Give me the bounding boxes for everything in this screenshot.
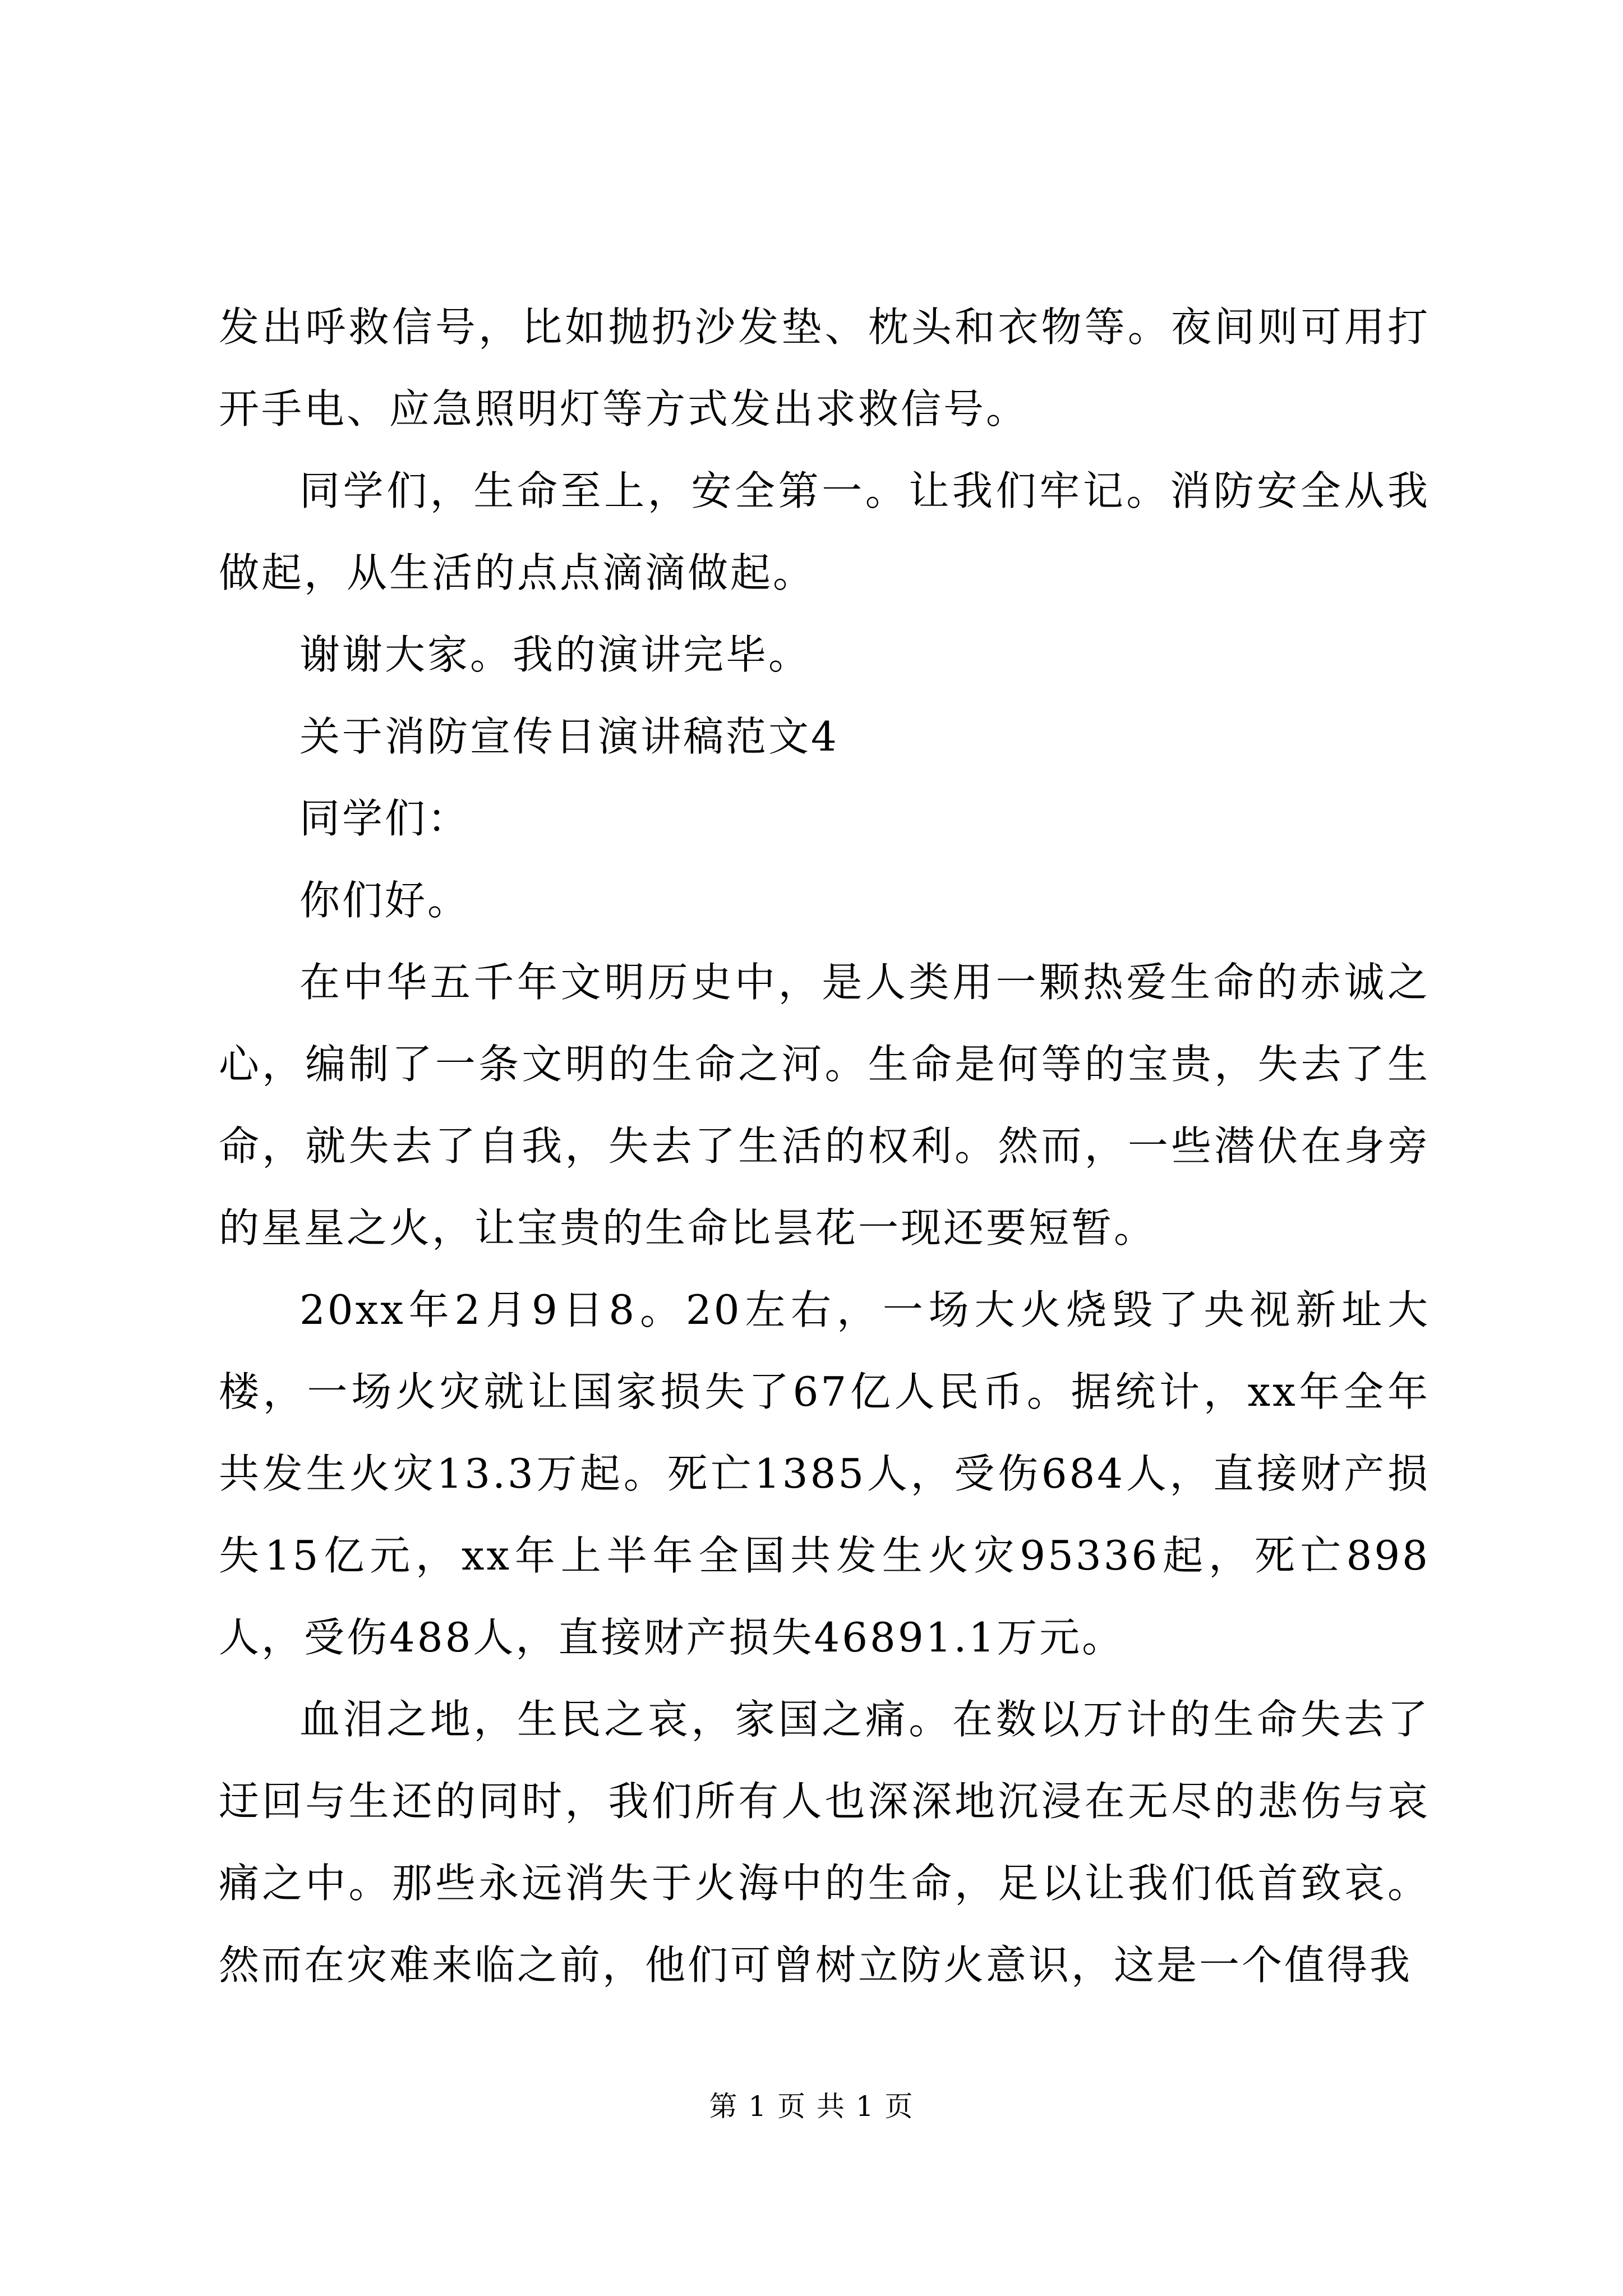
paragraph-mourning: 血泪之地，生民之哀，家国之痛。在数以万计的生命失去了迂回与生还的同时，我们所有人也深深地沉浸在无尽的悲伤与哀痛之中。那些永远消失于火海中的生命，足以让我们低首致哀。然而在灾难来临之前，他们可曾树立防火意识，这是一个值得我 (219, 1696, 1430, 1989)
paragraph-closing-appeal: 同学们，生命至上，安全第一。让我们牢记。消防安全从我做起，从生活的点点滴滴做起。 (219, 467, 1430, 596)
paragraph-salutation: 同学们： (299, 795, 471, 842)
paragraph-statistics: 20xx年2月9日8。20左右，一场大火烧毁了央视新址大楼，一场火灾就让国家损失了67亿人民币。据统计，xx年全年共发生火灾13.3万起。死亡1385人，受伤684人，直接财产损失15亿元，xx年上半年全国共发生火灾95336起，死亡898人，受伤488人，直接财产损失46891.1万元。 (219, 1286, 1430, 1661)
paragraph-greeting: 你们好。 (299, 877, 471, 924)
section-title: 关于消防宣传日演讲稿范文4 (299, 713, 839, 760)
paragraph-continuation: 发出呼救信号，比如抛扔沙发垫、枕头和衣物等。夜间则可用打开手电、应急照明灯等方式发出求救信号。 (219, 303, 1430, 432)
page-footer: 第 1 页 共 1 页 (709, 2090, 914, 2123)
paragraph-history: 在中华五千年文明历史中，是人类用一颗热爱生命的赤诚之心，编制了一条文明的生命之河。生命是何等的宝贵，失去了生命，就失去了自我，失去了生活的权利。然而，一些潜伏在身旁的星星之火，让宝贵的生命比昙花一现还要短暂。 (219, 959, 1430, 1251)
paragraph-thanks: 谢谢大家。我的演讲完毕。 (299, 631, 811, 678)
document-body (219, 286, 1430, 2006)
